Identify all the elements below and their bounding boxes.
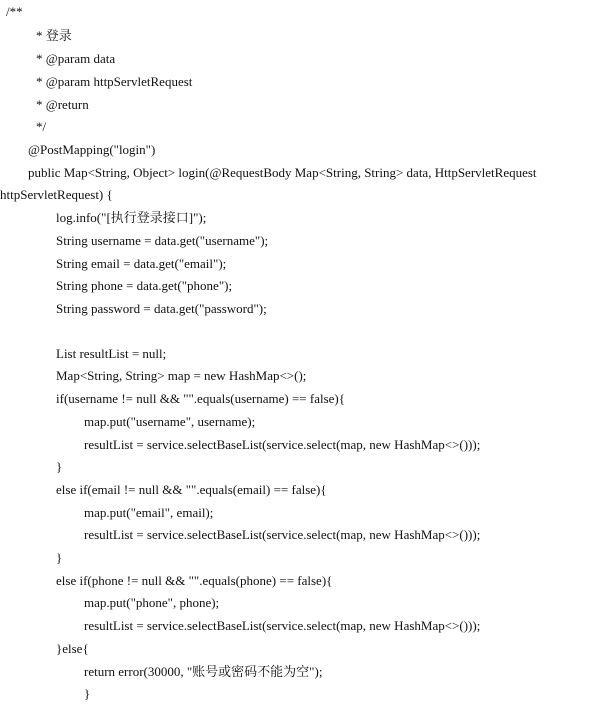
code-line: * @return <box>36 97 89 112</box>
code-line: map.put("phone", phone); <box>84 595 220 610</box>
code-line: }else{ <box>56 641 89 656</box>
code-line: } <box>56 459 63 474</box>
code-line: * @param data <box>36 51 116 66</box>
code-line: httpServletRequest) { <box>0 187 113 202</box>
code-line: String username = data.get("username"); <box>56 233 269 248</box>
code-line: resultList = service.selectBaseList(service.select(map, new HashMap<>())); <box>84 527 481 542</box>
code-line: * 登录 <box>36 28 72 43</box>
code-line: log.info("[执行登录接口]"); <box>56 210 207 225</box>
code-line: else if(phone != null && "".equals(phone) == false){ <box>56 573 333 588</box>
code-line: resultList = service.selectBaseList(service.select(map, new HashMap<>())); <box>84 618 481 633</box>
code-line: } <box>84 686 91 701</box>
code-line: } <box>56 550 63 565</box>
code-line: map.put("email", email); <box>84 505 214 520</box>
code-line: String password = data.get("password"); <box>56 301 267 316</box>
code-line: String phone = data.get("phone"); <box>56 278 233 293</box>
code-line: @PostMapping("login") <box>28 142 156 157</box>
code-line: return error(30000, "账号或密码不能为空"); <box>84 664 323 679</box>
code-line: String email = data.get("email"); <box>56 256 227 271</box>
code-line: List resultList = null; <box>56 346 167 361</box>
code-line: public Map<String, Object> login(@RequestBody Map<String, String> data, HttpServletRequest <box>28 165 537 180</box>
code-line: resultList = service.selectBaseList(service.select(map, new HashMap<>())); <box>84 437 481 452</box>
code-line: if(username != null && "".equals(username) == false){ <box>56 391 346 406</box>
code-line: map.put("username", username); <box>84 414 256 429</box>
code-line: /** <box>6 4 23 19</box>
code-line: else if(email != null && "".equals(email) == false){ <box>56 482 327 497</box>
code-line: * @param httpServletRequest <box>36 74 193 89</box>
code-line: */ <box>36 119 47 134</box>
code-line: Map<String, String> map = new HashMap<>(); <box>56 368 307 383</box>
